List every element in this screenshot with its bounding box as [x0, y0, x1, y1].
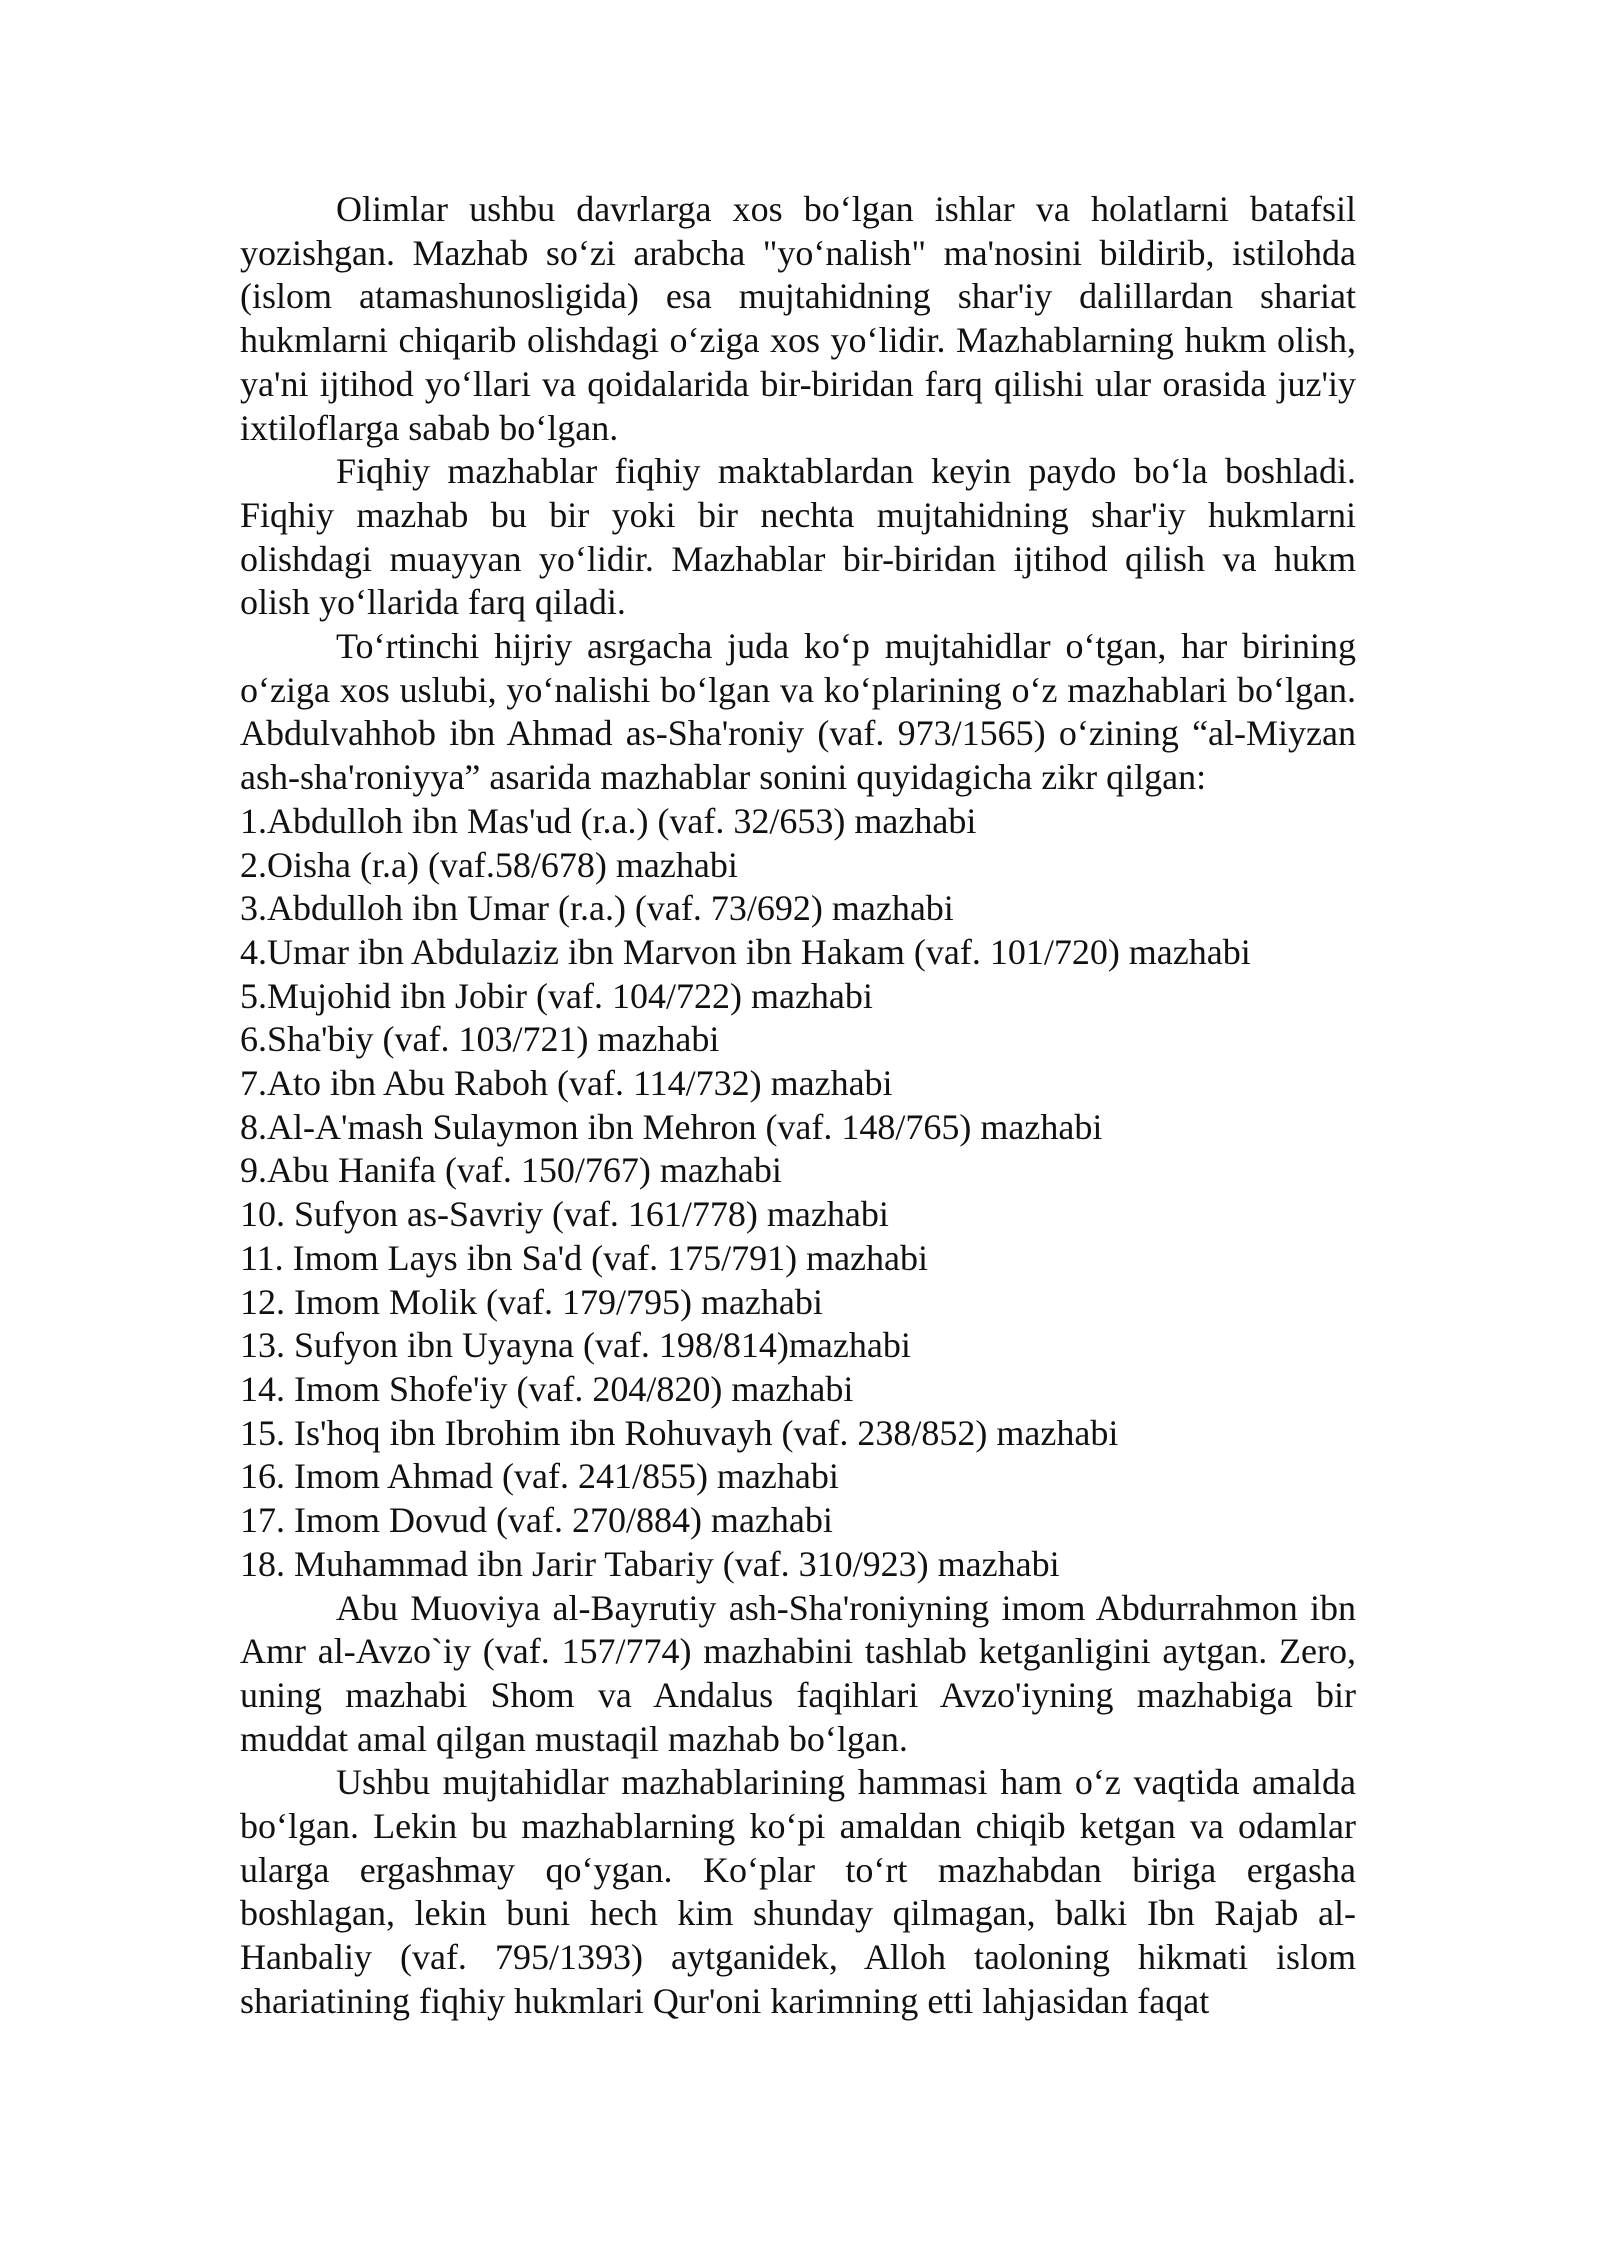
- list-item: 15. Is'hoq ibn Ibrohim ibn Rohuvayh (vaf. 238/852) mazhabi: [240, 1412, 1119, 1453]
- list-item: 7.Ato ibn Abu Raboh (vaf. 114/732) mazhabi: [240, 1063, 893, 1104]
- list-item: 4.Umar ibn Abdulaziz ibn Marvon ibn Hakam (vaf. 101/720) mazhabi: [240, 931, 1251, 972]
- document-page: [240, 188, 1356, 2024]
- paragraph-conclusion: Ushbu mujtahidlar mazhablarining hammasi ham o‘z vaqtida amalda bo‘lgan. Lekin bu mazhablarning ko‘pi amaldan chiqib ketgan va odamlar ularga ergashmay qo‘ygan. Ko‘plar to‘rt mazhabdan biriga ergasha boshlagan, lekin buni hech kim shunday qilmagan, balki Ibn Rajab al-Hanbaliy (vaf. 795/1393) aytganidek, Alloh taoloning hikmati islom shariatining fiqhiy hukmlari Qur'oni karimning etti lahjasidan faqat: [240, 1762, 1356, 2021]
- paragraph-intro: Olimlar ushbu davrlarga xos bo‘lgan ishlar va holatlarni batafsil yozishgan. Mazhab so‘zi arabcha "yo‘nalish" ma'nosini bildirib, istilohda (islom atamashunosligida) esa mujtahidning shar'iy dalillardan shariat hukmlarni chiqarib olishdagi o‘ziga xos yo‘lidir. Mazhablarning hukm olish, ya'ni ijtihod yo‘llari va qoidalarida bir-biridan farq qilishi ular orasida juz'iy ixtiloflarga sabab bo‘lgan.: [240, 189, 1356, 448]
- list-item: 18. Muhammad ibn Jarir Tabariy (vaf. 310/923) mazhabi: [240, 1543, 1060, 1584]
- list-item: 10. Sufyon as-Savriy (vaf. 161/778) mazhabi: [240, 1194, 889, 1235]
- paragraph-avzoiy: Abu Muoviya al-Bayrutiy ash-Sha'roniyning imom Abdurrahmon ibn Amr al-Avzo`iy (vaf. 157/774) mazhabini tashlab ketganligini aytgan. Zero, uning mazhabi Shom va Andalus faqihlari Avzo'iyning mazhabiga bir muddat amal qilgan mustaqil mazhab bo‘lgan.: [240, 1587, 1356, 1759]
- list-item: 3.Abdulloh ibn Umar (r.a.) (vaf. 73/692) mazhabi: [240, 888, 954, 929]
- list-item: 11. Imom Lays ibn Sa'd (vaf. 175/791) mazhabi: [240, 1237, 929, 1278]
- list-item: 12. Imom Molik (vaf. 179/795) mazhabi: [240, 1281, 823, 1322]
- list-item: 2.Oisha (r.a) (vaf.58/678) mazhabi: [240, 844, 738, 885]
- list-item: 14. Imom Shofe'iy (vaf. 204/820) mazhabi: [240, 1368, 854, 1409]
- mazhab-list: [240, 800, 1356, 1587]
- list-item: 5.Mujohid ibn Jobir (vaf. 104/722) mazhabi: [240, 975, 873, 1016]
- list-item: 6.Sha'biy (vaf. 103/721) mazhabi: [240, 1019, 720, 1060]
- list-item: 9.Abu Hanifa (vaf. 150/767) mazhabi: [240, 1150, 782, 1191]
- list-item: 13. Sufyon ibn Uyayna (vaf. 198/814)mazhabi: [240, 1325, 911, 1366]
- list-item: 8.Al-A'mash Sulaymon ibn Mehron (vaf. 148/765) mazhabi: [240, 1106, 1103, 1147]
- list-item: 1.Abdulloh ibn Mas'ud (r.a.) (vaf. 32/653) mazhabi: [240, 800, 977, 841]
- paragraph-fiqhiy-mazhablar: Fiqhiy mazhablar fiqhiy maktablardan keyin paydo bo‘la boshladi. Fiqhiy mazhab bu bir yoki bir nechta mujtahidning shar'iy hukmlarni olishdagi muayyan yo‘lidir. Mazhablar bir-biridan ijtihod qilish va hukm olish yo‘llarida farq qiladi.: [240, 451, 1356, 623]
- paragraph-mujtahidlar: To‘rtinchi hijriy asrgacha juda ko‘p mujtahidlar o‘tgan, har birining o‘ziga xos uslubi, yo‘nalishi bo‘lgan va ko‘plarining o‘z mazhablari bo‘lgan. Abdulvahhob ibn Ahmad as-Sha'roniy (vaf. 973/1565) o‘zining “al-Miyzan ash-sha'roniyya” asarida mazhablar sonini quyidagicha zikr qilgan:: [240, 626, 1356, 798]
- list-item: 16. Imom Ahmad (vaf. 241/855) mazhabi: [240, 1456, 839, 1497]
- list-item: 17. Imom Dovud (vaf. 270/884) mazhabi: [240, 1500, 833, 1541]
